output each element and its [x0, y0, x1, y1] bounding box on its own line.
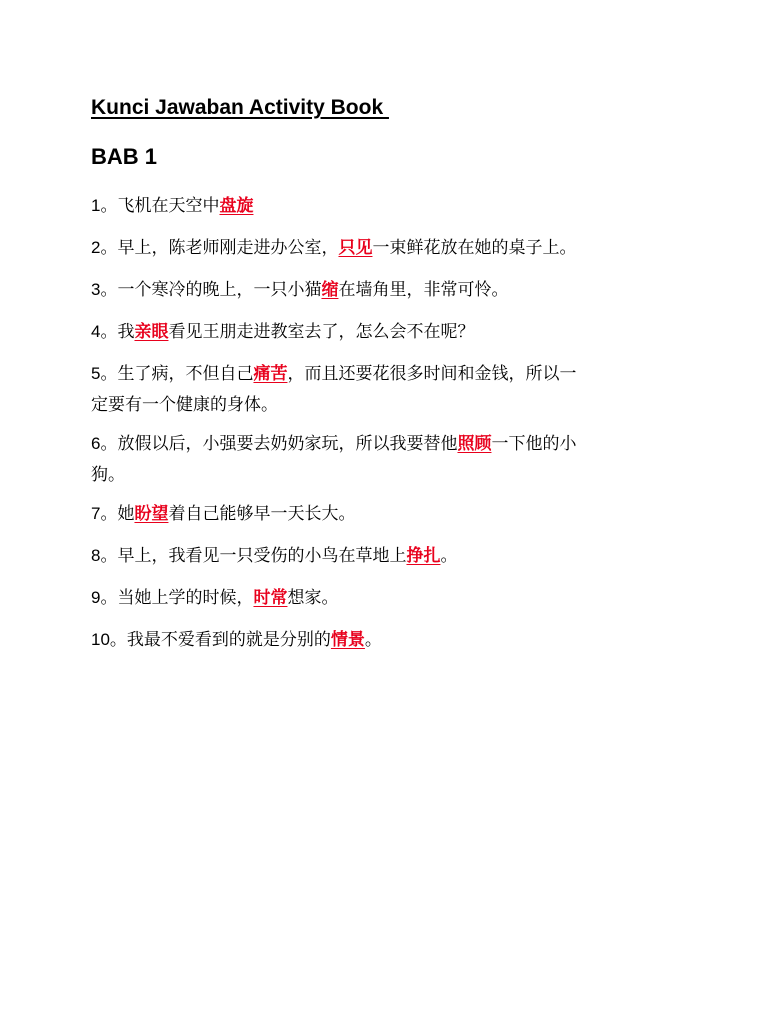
answer-number: 3 — [91, 280, 101, 299]
answer-text: 定要有一个健康的身体。 — [91, 395, 278, 415]
answer-line — [91, 540, 681, 572]
answer-item — [91, 274, 681, 306]
answer-line — [91, 498, 681, 530]
answer-keyword: 亲眼 — [134, 322, 169, 342]
answer-text: 。飞机在天空中 — [100, 196, 220, 216]
answer-item — [91, 232, 681, 264]
answer-item — [91, 498, 681, 530]
answer-line — [91, 274, 681, 306]
document-title: Kunci Jawaban Activity Book — [91, 96, 389, 119]
answer-text: 一束鲜花放在她的桌子上。 — [372, 238, 577, 258]
answer-line — [91, 428, 681, 460]
answer-number: 4 — [91, 322, 101, 341]
answer-item — [91, 540, 681, 572]
answer-line — [91, 390, 681, 421]
answer-text: 在墙角里，非常可怜。 — [338, 280, 509, 300]
answer-text: 。我 — [100, 322, 135, 342]
answer-text: 一下他的小 — [491, 434, 577, 454]
answer-number: 8 — [91, 546, 101, 565]
answer-number: 6 — [91, 434, 101, 453]
answer-keyword: 时常 — [253, 588, 288, 608]
answer-line — [91, 316, 681, 348]
answer-text: 。生了病，不但自己 — [100, 364, 254, 384]
answer-line — [91, 358, 681, 390]
answer-text: 想家。 — [287, 588, 339, 608]
answer-number: 9 — [91, 588, 101, 607]
answer-line — [91, 582, 681, 614]
answer-text: 。早上，陈老师刚走进办公室， — [100, 238, 339, 258]
answer-text: 。早上，我看见一只受伤的小鸟在草地上 — [100, 546, 407, 566]
answer-keyword: 痛苦 — [253, 364, 288, 384]
answer-keyword: 缩 — [321, 280, 339, 300]
answer-item — [91, 316, 681, 348]
answer-text: 。 — [364, 630, 382, 650]
answer-text: 。一个寒冷的晚上，一只小猫 — [100, 280, 322, 300]
answer-line — [91, 624, 681, 656]
answer-text: 。 — [440, 546, 458, 566]
answer-keyword: 挣扎 — [406, 546, 441, 566]
answer-item — [91, 582, 681, 614]
answer-text: 。当她上学的时候， — [100, 588, 254, 608]
answer-keyword: 情景 — [330, 630, 365, 650]
answer-number: 1 — [91, 196, 101, 215]
answer-item — [91, 428, 681, 491]
answer-keyword: 照顾 — [457, 434, 492, 454]
chapter-heading: BAB 1 — [91, 144, 158, 169]
answer-line — [91, 460, 681, 491]
answer-item — [91, 624, 681, 656]
answer-text: 。放假以后，小强要去奶奶家玩，所以我要替他 — [100, 434, 458, 454]
answer-number: 5 — [91, 364, 101, 383]
answer-keyword: 只见 — [338, 238, 373, 258]
answer-text: 。我最不爱看到的就是分别的 — [109, 630, 331, 650]
answer-text: 狗。 — [91, 465, 125, 485]
answer-text: 看见王朋走进教室去了，怎么会不在呢？ — [168, 322, 475, 342]
answer-text: 着自己能够早一天长大。 — [168, 504, 356, 524]
answer-line — [91, 232, 681, 264]
answer-number: 2 — [91, 238, 101, 257]
answer-line — [91, 190, 681, 222]
answer-item — [91, 190, 681, 222]
answer-number: 10 — [91, 630, 110, 649]
answer-number: 7 — [91, 504, 101, 523]
answer-text: 。她 — [100, 504, 135, 524]
answer-text: ，而且还要花很多时间和金钱，所以一 — [287, 364, 577, 384]
answer-keyword: 盼望 — [134, 504, 169, 524]
answer-item — [91, 358, 681, 421]
answer-keyword: 盘旋 — [219, 196, 254, 216]
